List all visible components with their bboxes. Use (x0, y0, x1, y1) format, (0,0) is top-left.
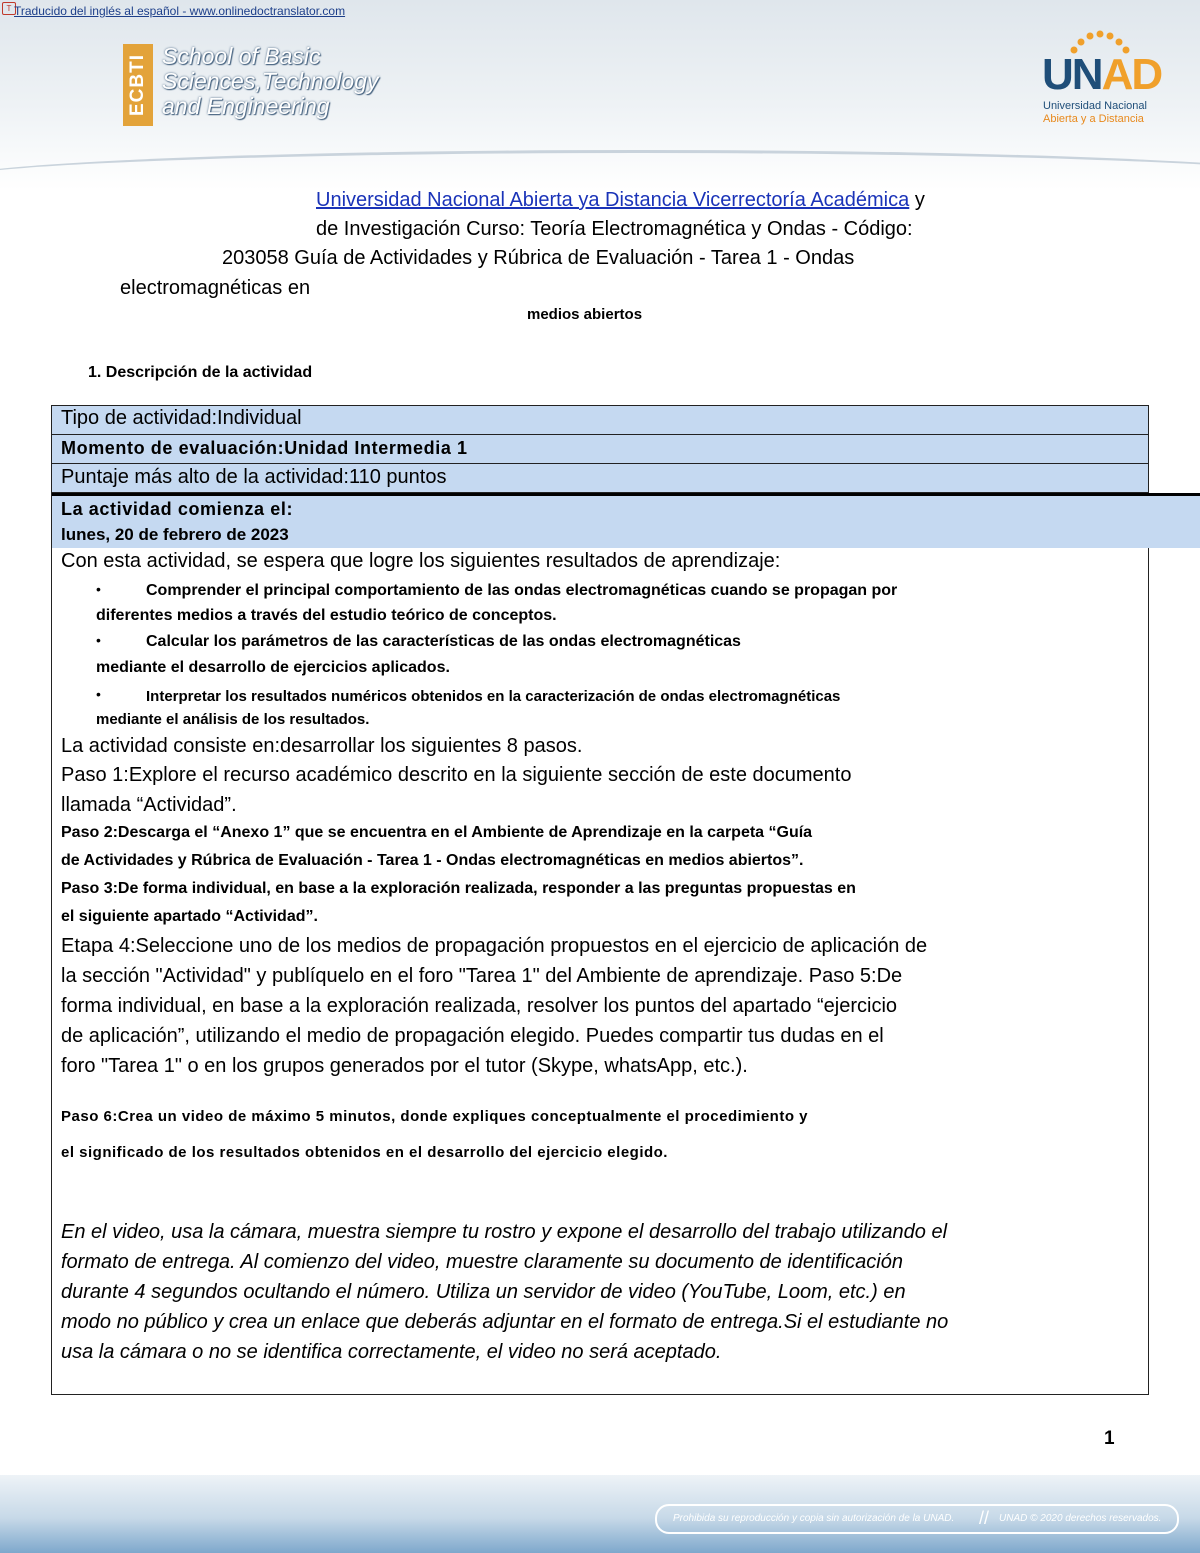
bullet-1-line-1: Comprender el principal comportamiento de las ondas electromagnéticas cuando se propagan por (146, 582, 898, 599)
title-line-1 (316, 186, 925, 215)
footer-right-text: UNAD © 2020 derechos reservados. (999, 1513, 1162, 1524)
etapa4-line-2: la sección "Actividad" y publíquelo en el foro "Tarea 1" del Ambiente de aprendizaje. Paso 5:De (61, 965, 903, 987)
title-line-4: electromagnéticas en (120, 277, 311, 299)
title-line-1-rest: y (909, 189, 925, 211)
bullet-3-line-2: mediante el análisis de los resultados. (96, 711, 370, 728)
etapa4-line-1: Etapa 4:Seleccione uno de los medios de propagación propuestos en el ejercicio de aplicación de (61, 935, 928, 957)
bullet-3-marker: • (96, 686, 101, 702)
paso1-line-1: Paso 1:Explore el recurso académico descrito en la siguiente sección de este documento (61, 764, 852, 786)
paso3-line-1: Paso 3:De forma individual, en base a la exploración realizada, responder a las preguntas propuestas en (61, 880, 856, 897)
translator-icon: T (2, 2, 16, 15)
etapa4-line-4: de aplicación”, utilizando el medio de propagación elegido. Puedes compartir tus dudas en el (61, 1025, 884, 1047)
comienza-label: La actividad comienza el: (61, 499, 294, 519)
subtitle: medios abiertos (527, 306, 643, 323)
video-line-1: En el video, usa la cámara, muestra siempre tu rostro y expone el desarrollo del trabajo utilizando el (61, 1221, 948, 1243)
resultados-intro: Con esta actividad, se espera que logre los siguientes resultados de aprendizaje: (61, 550, 781, 572)
paso1-line-2: llamada “Actividad”. (61, 794, 237, 816)
school-line-2: Sciences,Technology (162, 68, 379, 94)
momento-evaluacion: Momento de evaluación:Unidad Intermedia 1 (61, 438, 468, 458)
video-line-3: durante 4 segundos ocultando el número. Utiliza un servidor de video (YouTube, Loom, etc.) en (61, 1281, 906, 1303)
bullet-3-line-1: Interpretar los resultados numéricos obtenidos en la caracterización de ondas electromagnéticas (146, 688, 841, 705)
paso6-line-2: el significado de los resultados obtenidos en el desarrollo del ejercicio elegido. (61, 1144, 668, 1161)
video-line-4: modo no público y crea un enlace que deberás adjuntar en el formato de entrega.Si el estudiante no (61, 1311, 949, 1333)
paso3-line-2: el siguiente apartado “Actividad”. (61, 908, 318, 925)
unad-subtitle-1: Universidad Nacional (1043, 100, 1147, 112)
etapa4-line-3: forma individual, en base a la exploración realizada, resolver los puntos del apartado “ejercicio (61, 995, 898, 1017)
tipo-actividad: Tipo de actividad:Individual (61, 407, 302, 429)
paso6-line-1: Paso 6:Crea un video de máximo 5 minutos, donde expliques conceptualmente el procedimiento y (61, 1108, 809, 1125)
bullet-2-line-2: mediante el desarrollo de ejercicios aplicados. (96, 659, 450, 676)
unad-n: N (1071, 50, 1102, 99)
footer-separator: // (979, 1508, 990, 1528)
paso2-line-1: Paso 2:Descarga el “Anexo 1” que se encuentra en el Ambiente de Aprendizaje en la carpeta “Guía (61, 824, 813, 841)
unad-wordmark (1042, 50, 1161, 100)
translator-link[interactable]: Traducido del inglés al español - www.onlinedoctranslator.com (14, 4, 346, 18)
title-line-3: 203058 Guía de Actividades y Rúbrica de Evaluación - Tarea 1 - Ondas (222, 247, 855, 269)
ecbti-label: ECBTI (127, 54, 148, 116)
bullet-1-line-2: diferentes medios a través del estudio teórico de conceptos. (96, 607, 557, 624)
school-line-1: School of Basic (162, 43, 321, 69)
paso2-line-2: de Actividades y Rúbrica de Evaluación - Tarea 1 - Ondas electromagnéticas en medios abiertos”. (61, 852, 804, 869)
bullet-2-line-1: Calcular los parámetros de las características de las ondas electromagnéticas (146, 633, 741, 650)
title-link[interactable]: Universidad Nacional Abierta ya Distancia Vicerrectoría Académica (316, 189, 910, 211)
etapa4-line-5: foro "Tarea 1" o en los grupos generados por el tutor (Skype, whatsApp, etc.). (61, 1055, 748, 1077)
puntaje: Puntaje más alto de la actividad:110 puntos (61, 466, 447, 488)
comienza-fecha: lunes, 20 de febrero de 2023 (61, 525, 289, 544)
school-name (162, 44, 379, 119)
unad-subtitle-2: Abierta y a Distancia (1043, 113, 1144, 125)
bullet-2-marker: • (96, 632, 101, 648)
bullet-1-marker: • (96, 581, 101, 597)
consiste: La actividad consiste en:desarrollar los siguientes 8 pasos. (61, 735, 583, 757)
video-line-2: formato de entrega. Al comienzo del video, muestre claramente su documento de identificación (61, 1251, 903, 1273)
video-line-5: usa la cámara o no se identifica correctamente, el video no será aceptado. (61, 1341, 722, 1363)
title-line-2: de Investigación Curso: Teoría Electromagnética y Ondas - Código: (316, 218, 913, 240)
unad-ad: AD (1101, 50, 1162, 99)
footer-left-text: Prohibida su reproducción y copia sin autorización de la UNAD. (673, 1513, 955, 1524)
footer-copyright (655, 1504, 1179, 1534)
page-number: 1 (1104, 1428, 1115, 1449)
school-line-3: and Engineering (162, 93, 330, 119)
unad-u: U (1042, 50, 1072, 99)
section-heading: 1. Descripción de la actividad (88, 364, 313, 381)
